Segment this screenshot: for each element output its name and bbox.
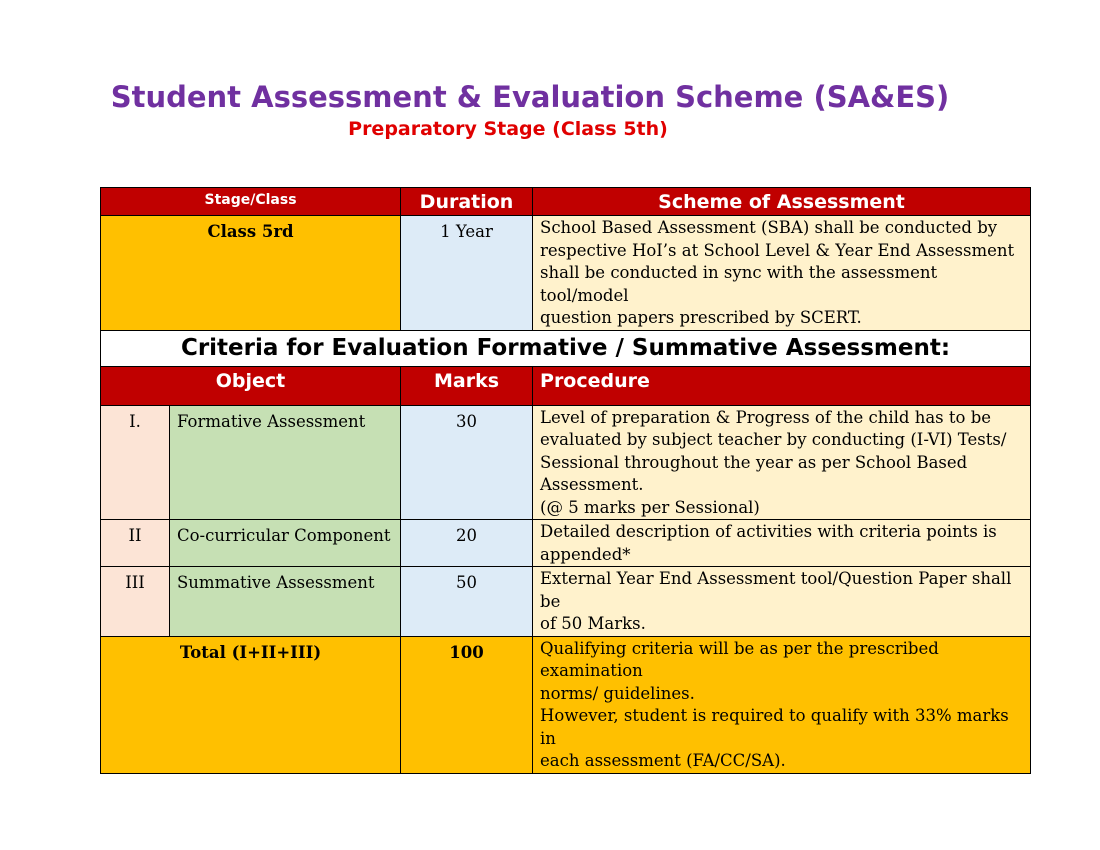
procedure-line: Detailed description of activities with criteria points is <box>540 522 997 541</box>
header-procedure: Procedure <box>533 366 1031 405</box>
table-row <box>101 405 1031 520</box>
procedure-line: each assessment (FA/CC/SA). <box>540 751 786 770</box>
procedure-line: Sessional throughout the year as per School Based <box>540 452 968 472</box>
row-marks: 30 <box>401 405 533 520</box>
page-subtitle: Preparatory Stage (Class 5th) <box>348 118 668 140</box>
procedure-line: However, student is required to qualify with 33% marks in <box>540 706 1009 748</box>
criteria-heading: Criteria for Evaluation Formative / Summative Assessment: <box>101 330 1031 366</box>
table-row <box>101 567 1031 637</box>
total-row <box>101 636 1031 773</box>
procedure-line: (@ 5 marks per Sessional) <box>540 497 760 517</box>
assessment-table <box>100 187 1031 774</box>
header-object: Object <box>101 366 401 405</box>
scheme-cell <box>533 216 1031 331</box>
row-object: Summative Assessment <box>170 567 401 637</box>
total-marks: 100 <box>401 636 533 773</box>
procedure-line: appended* <box>540 544 631 564</box>
page-title: Student Assessment & Evaluation Scheme (SA&ES) <box>110 80 950 114</box>
row-procedure <box>533 567 1031 637</box>
header-scheme: Scheme of Assessment <box>533 188 1031 216</box>
table-header-row <box>101 188 1031 216</box>
scheme-line: shall be conducted in sync with the assessment tool/model <box>540 263 938 305</box>
row-object: Co-curricular Component <box>170 520 401 567</box>
procedure-line: of 50 Marks. <box>540 614 646 633</box>
row-procedure <box>533 405 1031 520</box>
procedure-line: External Year End Assessment tool/Question Paper shall be <box>540 569 1012 611</box>
scheme-line: School Based Assessment (SBA) shall be conducted by <box>540 218 998 237</box>
header-stage-class: Stage/Class <box>101 188 401 216</box>
scheme-line: respective HoI’s at School Level & Year End Assessment <box>540 240 1015 260</box>
procedure-line: Qualifying criteria will be as per the prescribed examination <box>540 638 939 680</box>
procedure-line: Level of preparation & Progress of the child has to be <box>540 407 992 427</box>
row-procedure <box>533 520 1031 567</box>
procedure-line: evaluated by subject teacher by conducting (I-VI) Tests/ <box>540 430 1007 449</box>
table-row <box>101 520 1031 567</box>
total-label: Total (I+II+III) <box>101 636 401 773</box>
header-marks: Marks <box>401 366 533 405</box>
row-object: Formative Assessment <box>170 405 401 520</box>
criteria-heading-row <box>101 330 1031 366</box>
duration-cell: 1 Year <box>401 216 533 331</box>
row-number: III <box>101 567 170 637</box>
row-marks: 50 <box>401 567 533 637</box>
row-marks: 20 <box>401 520 533 567</box>
sub-header-row <box>101 366 1031 405</box>
class-row <box>101 216 1031 331</box>
procedure-line: norms/ guidelines. <box>540 683 695 703</box>
scheme-line: question papers prescribed by SCERT. <box>540 308 862 327</box>
header-duration: Duration <box>401 188 533 216</box>
total-procedure <box>533 636 1031 773</box>
procedure-line: Assessment. <box>540 475 644 494</box>
class-cell: Class 5rd <box>101 216 401 331</box>
row-number: I. <box>101 405 170 520</box>
row-number: II <box>101 520 170 567</box>
